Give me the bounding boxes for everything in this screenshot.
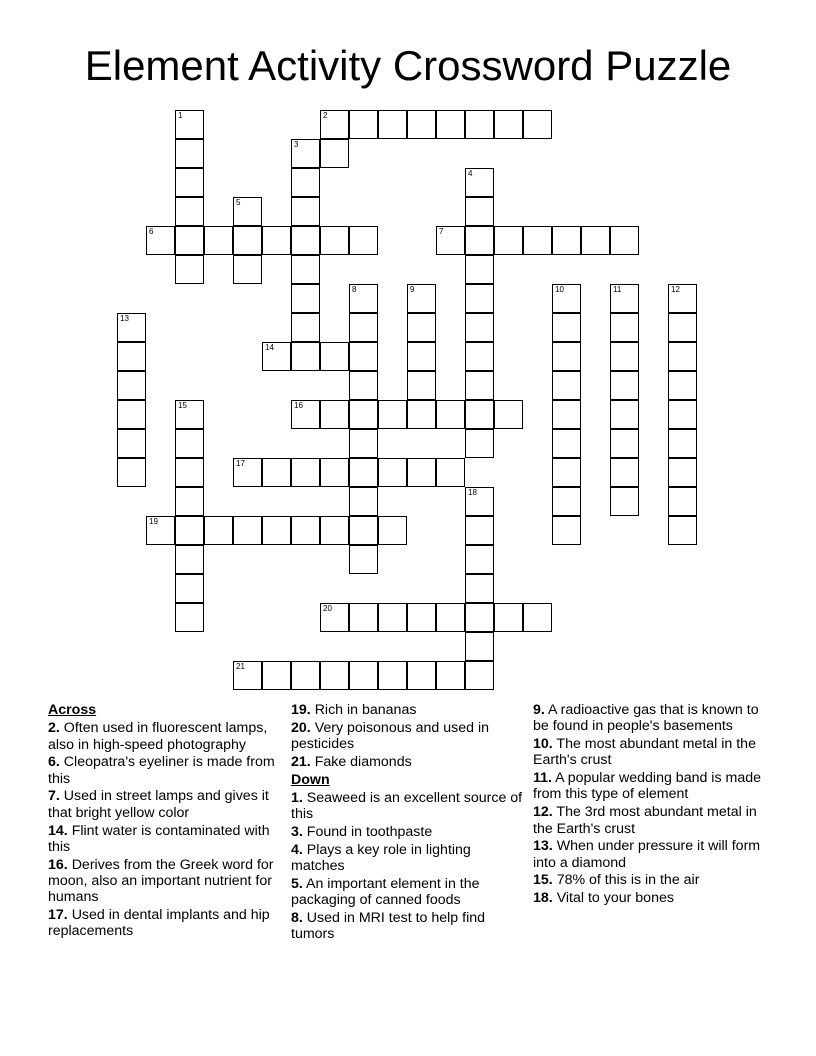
- crossword-cell[interactable]: [465, 400, 494, 429]
- crossword-cell[interactable]: [523, 226, 552, 255]
- crossword-cell[interactable]: [552, 429, 581, 458]
- crossword-cell[interactable]: [349, 371, 378, 400]
- crossword-cell[interactable]: [465, 516, 494, 545]
- crossword-cell[interactable]: [146, 516, 175, 545]
- crossword-cell[interactable]: [610, 458, 639, 487]
- crossword-cell[interactable]: [465, 197, 494, 226]
- across-clue: 7. Used in street lamps and gives it that bright yellow color: [48, 788, 269, 821]
- crossword-cell[interactable]: [668, 429, 697, 458]
- crossword-cell[interactable]: [378, 661, 407, 690]
- crossword-cell[interactable]: [291, 168, 320, 197]
- clue-number: 15: [178, 401, 187, 410]
- crossword-cell[interactable]: [465, 313, 494, 342]
- across-clue: 6. Cleopatra's eyeliner is made from this: [48, 754, 275, 787]
- clue-number: 16: [294, 401, 303, 410]
- crossword-cell[interactable]: [233, 661, 262, 690]
- page-title: Element Activity Crossword Puzzle: [84, 42, 732, 89]
- crossword-cell[interactable]: [175, 516, 204, 545]
- crossword-cell[interactable]: [465, 487, 494, 516]
- clue-list: [0, 702, 816, 962]
- crossword-cell[interactable]: [291, 342, 320, 371]
- crossword-cell[interactable]: [117, 313, 146, 342]
- across-clue: 20. Very poisonous and used in pesticides: [291, 719, 490, 753]
- crossword-cell[interactable]: [349, 603, 378, 632]
- crossword-cell[interactable]: [175, 487, 204, 516]
- crossword-cell[interactable]: [465, 168, 494, 197]
- crossword-cell[interactable]: [291, 400, 320, 429]
- crossword-cell[interactable]: [465, 545, 494, 574]
- down-clue: 18. Vital to your bones: [533, 890, 674, 907]
- crossword-cell[interactable]: [320, 603, 349, 632]
- down-header: Down: [291, 771, 330, 788]
- crossword-cell[interactable]: [320, 661, 349, 690]
- crossword-cell[interactable]: [581, 226, 610, 255]
- crossword-cell[interactable]: [349, 284, 378, 313]
- clue-number: 10: [555, 285, 564, 294]
- crossword-cell[interactable]: [117, 400, 146, 429]
- crossword-cell[interactable]: [117, 458, 146, 487]
- crossword-cell[interactable]: [320, 226, 349, 255]
- across-clue: 2. Often used in fluorescent lamps, also in high-speed photography: [48, 720, 268, 753]
- crossword-cell[interactable]: [465, 371, 494, 400]
- crossword-cell[interactable]: [523, 603, 552, 632]
- crossword-cell[interactable]: [349, 342, 378, 371]
- crossword-cell[interactable]: [175, 400, 204, 429]
- crossword-cell[interactable]: [175, 429, 204, 458]
- crossword-cell[interactable]: [320, 400, 349, 429]
- crossword-cell[interactable]: [320, 516, 349, 545]
- crossword-cell[interactable]: [465, 661, 494, 690]
- crossword-cell[interactable]: [436, 400, 465, 429]
- crossword-cell[interactable]: [175, 197, 204, 226]
- crossword-cell[interactable]: [291, 284, 320, 313]
- crossword-cell[interactable]: [668, 487, 697, 516]
- crossword-cell[interactable]: [465, 603, 494, 632]
- clue-number: 18: [468, 488, 477, 497]
- crossword-cell[interactable]: [349, 429, 378, 458]
- crossword-cell[interactable]: [175, 139, 204, 168]
- crossword-cell[interactable]: [668, 400, 697, 429]
- crossword-cell[interactable]: [436, 458, 465, 487]
- crossword-cell[interactable]: [610, 226, 639, 255]
- clue-column-3: [533, 702, 769, 908]
- crossword-cell[interactable]: [407, 400, 436, 429]
- crossword-cell[interactable]: [668, 284, 697, 313]
- crossword-cell[interactable]: [436, 661, 465, 690]
- clue-number: 9: [410, 285, 415, 294]
- crossword-cell[interactable]: [262, 516, 291, 545]
- clue-number: 7: [439, 227, 444, 236]
- crossword-cell[interactable]: [494, 400, 523, 429]
- clue-column-2: [291, 702, 527, 944]
- crossword-cell[interactable]: [407, 661, 436, 690]
- across-clue: 17. Used in dental implants and hip replacements: [48, 907, 270, 940]
- crossword-cell[interactable]: [610, 313, 639, 342]
- crossword-cell[interactable]: [233, 516, 262, 545]
- crossword-cell[interactable]: [436, 603, 465, 632]
- crossword-cell[interactable]: [552, 226, 581, 255]
- crossword-cell[interactable]: [262, 661, 291, 690]
- across-clue: 16. Derives from the Greek word for moon, also an important nutrient for humans: [48, 856, 274, 906]
- down-clue: 9. A radioactive gas that is known to be found in people's basements: [533, 702, 759, 735]
- clue-number: 6: [149, 227, 154, 236]
- crossword-cell[interactable]: [291, 313, 320, 342]
- clue-number: 14: [265, 343, 274, 352]
- crossword-cell[interactable]: [320, 139, 349, 168]
- crossword-cell[interactable]: [407, 603, 436, 632]
- clue-number: 2: [323, 111, 328, 120]
- across-header: Across: [48, 702, 97, 718]
- clue-number: 4: [468, 169, 473, 178]
- crossword-cell[interactable]: [291, 458, 320, 487]
- crossword-cell[interactable]: [552, 516, 581, 545]
- crossword-cell[interactable]: [465, 632, 494, 661]
- crossword-cell[interactable]: [465, 342, 494, 371]
- crossword-cell[interactable]: [320, 342, 349, 371]
- crossword-cell[interactable]: [349, 661, 378, 690]
- crossword-cell[interactable]: [320, 458, 349, 487]
- crossword-cell[interactable]: [610, 284, 639, 313]
- crossword-cell[interactable]: [175, 574, 204, 603]
- crossword-cell[interactable]: [668, 516, 697, 545]
- crossword-cell[interactable]: [407, 313, 436, 342]
- crossword-cell[interactable]: [175, 168, 204, 197]
- crossword-cell[interactable]: [610, 342, 639, 371]
- clue-number: 13: [120, 314, 129, 323]
- crossword-cell[interactable]: [291, 516, 320, 545]
- crossword-cell[interactable]: [407, 371, 436, 400]
- clue-number: 5: [236, 198, 241, 207]
- crossword-cell[interactable]: [262, 342, 291, 371]
- down-clue: 11. A popular wedding band is made from this type of element: [533, 770, 761, 803]
- crossword-cell[interactable]: [668, 371, 697, 400]
- clue-number: 20: [323, 604, 332, 613]
- crossword-cell[interactable]: [349, 545, 378, 574]
- crossword-cell[interactable]: [291, 255, 320, 284]
- crossword-cell[interactable]: [494, 226, 523, 255]
- crossword-cell[interactable]: [233, 226, 262, 255]
- crossword-cell[interactable]: [146, 226, 175, 255]
- crossword-cell[interactable]: [378, 603, 407, 632]
- crossword-cell[interactable]: [349, 400, 378, 429]
- crossword-cell[interactable]: [378, 110, 407, 139]
- crossword-cell[interactable]: [291, 661, 320, 690]
- crossword-cell[interactable]: [552, 371, 581, 400]
- clue-column-1: [48, 702, 284, 941]
- crossword-cell[interactable]: [407, 284, 436, 313]
- crossword-cell[interactable]: [407, 458, 436, 487]
- crossword-cell[interactable]: [407, 110, 436, 139]
- crossword-cell[interactable]: [494, 110, 523, 139]
- crossword-cell[interactable]: [523, 110, 552, 139]
- crossword-cell[interactable]: [465, 110, 494, 139]
- crossword-cell[interactable]: [175, 255, 204, 284]
- crossword-cell[interactable]: [610, 400, 639, 429]
- crossword-cell[interactable]: [291, 226, 320, 255]
- crossword-cell[interactable]: [610, 429, 639, 458]
- crossword-cell[interactable]: [320, 110, 349, 139]
- down-clue: 4. Plays a key role in lighting matches: [291, 841, 471, 875]
- crossword-cell[interactable]: [233, 255, 262, 284]
- crossword-cell[interactable]: [436, 226, 465, 255]
- crossword-cell[interactable]: [175, 545, 204, 574]
- clue-number: 8: [352, 285, 357, 294]
- across-clue: 21. Fake diamonds: [291, 753, 412, 770]
- down-clue: 8. Used in MRI test to help find tumors: [291, 910, 486, 943]
- clue-number: 3: [294, 140, 299, 149]
- down-clue: 3. Found in toothpaste: [291, 824, 433, 841]
- crossword-cell[interactable]: [552, 313, 581, 342]
- crossword-cell[interactable]: [233, 458, 262, 487]
- down-clue: 12. The 3rd most abundant metal in the Earth's crust: [533, 804, 757, 837]
- crossword-cell[interactable]: [349, 313, 378, 342]
- crossword-cell[interactable]: [349, 487, 378, 516]
- crossword-cell[interactable]: [494, 603, 523, 632]
- down-clue: 5. An important element in the packaging of canned foods: [291, 875, 480, 909]
- crossword-cell[interactable]: [233, 197, 262, 226]
- crossword-cell[interactable]: [407, 342, 436, 371]
- down-clue: 10. The most abundant metal in the Earth's crust: [533, 736, 756, 769]
- crossword-cell[interactable]: [291, 197, 320, 226]
- clue-number: 1: [178, 111, 183, 120]
- crossword-cell[interactable]: [175, 603, 204, 632]
- crossword-cell[interactable]: [552, 284, 581, 313]
- crossword-cell[interactable]: [262, 226, 291, 255]
- crossword-cell[interactable]: [465, 284, 494, 313]
- crossword-cell[interactable]: [175, 226, 204, 255]
- crossword-cell[interactable]: [378, 516, 407, 545]
- crossword-cell[interactable]: [552, 458, 581, 487]
- clue-number: 11: [613, 285, 622, 294]
- down-clue: 15. 78% of this is in the air: [533, 872, 700, 889]
- clue-number: 12: [671, 285, 680, 294]
- crossword-cell[interactable]: [552, 487, 581, 516]
- crossword-cell[interactable]: [552, 342, 581, 371]
- crossword-cell[interactable]: [465, 574, 494, 603]
- crossword-cell[interactable]: [465, 255, 494, 284]
- crossword-cell[interactable]: [668, 313, 697, 342]
- crossword-cell[interactable]: [610, 487, 639, 516]
- down-clue: 13. When under pressure it will form into a diamond: [533, 838, 761, 871]
- crossword-cell[interactable]: [465, 226, 494, 255]
- clue-number: 21: [236, 662, 245, 671]
- crossword-cell[interactable]: [262, 458, 291, 487]
- across-clue: 19. Rich in bananas: [291, 702, 417, 718]
- crossword-cell[interactable]: [204, 516, 233, 545]
- crossword-cell[interactable]: [291, 139, 320, 168]
- crossword-cell[interactable]: [465, 429, 494, 458]
- crossword-cell[interactable]: [204, 226, 233, 255]
- crossword-cell[interactable]: [378, 458, 407, 487]
- clue-number: 17: [236, 459, 245, 468]
- crossword-cell[interactable]: [668, 342, 697, 371]
- crossword-cell[interactable]: [175, 458, 204, 487]
- crossword-cell[interactable]: [349, 110, 378, 139]
- crossword-cell[interactable]: [378, 400, 407, 429]
- crossword-cell[interactable]: [117, 371, 146, 400]
- crossword-cell[interactable]: [349, 516, 378, 545]
- down-clue: 1. Seaweed is an excellent source of this: [291, 789, 523, 823]
- crossword-cell[interactable]: [117, 429, 146, 458]
- crossword-cell[interactable]: [668, 458, 697, 487]
- crossword-cell[interactable]: [349, 458, 378, 487]
- crossword-cell[interactable]: [349, 226, 378, 255]
- crossword-cell[interactable]: [610, 371, 639, 400]
- crossword-cell[interactable]: [117, 342, 146, 371]
- crossword-cell[interactable]: [436, 110, 465, 139]
- across-clue: 14. Flint water is contaminated with this: [48, 822, 270, 855]
- clue-number: 19: [149, 517, 158, 526]
- crossword-cell[interactable]: [175, 110, 204, 139]
- crossword-cell[interactable]: [552, 400, 581, 429]
